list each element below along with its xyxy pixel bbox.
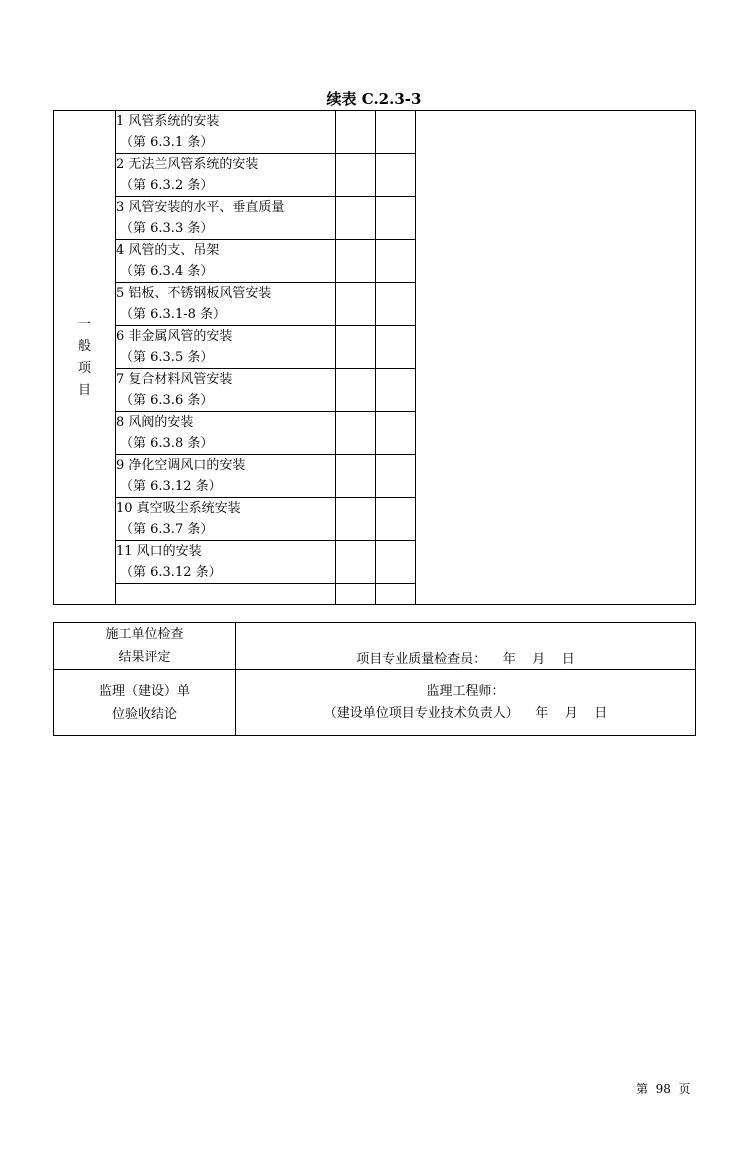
check-cell[interactable] (336, 498, 376, 541)
check-cell[interactable] (336, 369, 376, 412)
check-cell[interactable] (336, 412, 376, 455)
item-label: 2 无法兰风管系统的安装 (116, 157, 259, 172)
check-cell[interactable] (376, 498, 416, 541)
item-ref: （第 6.3.8 条） (120, 436, 214, 451)
check-cell[interactable] (376, 412, 416, 455)
check-cell[interactable] (376, 111, 416, 154)
check-cell[interactable] (336, 197, 376, 240)
item-cell (116, 455, 336, 498)
item-label: 1 风管系统的安装 (116, 114, 220, 129)
check-cell[interactable] (336, 541, 376, 584)
check-cell[interactable] (336, 455, 376, 498)
item-cell (116, 240, 336, 283)
item-cell (116, 412, 336, 455)
inspection-table (53, 110, 696, 605)
item-ref: （第 6.3.1 条） (120, 135, 214, 150)
signoff-table (53, 622, 696, 736)
supervision-label-line2: 位验收结论 (111, 706, 177, 722)
item-label: 8 风阀的安装 (116, 415, 194, 430)
page-title: 续表 C.2.3-3 (326, 90, 422, 108)
item-ref: （第 6.3.2 条） (120, 178, 214, 193)
item-cell (116, 111, 336, 154)
check-cell[interactable] (376, 541, 416, 584)
item-label: 6 非金属风管的安装 (116, 329, 233, 344)
construction-result-cell[interactable] (236, 623, 696, 670)
table-row (54, 111, 696, 154)
check-cell[interactable] (376, 240, 416, 283)
item-label: 11 风口的安装 (116, 544, 202, 559)
check-cell[interactable] (376, 154, 416, 197)
remarks-cell[interactable] (416, 111, 696, 605)
item-ref: （第 6.3.6 条） (120, 393, 214, 408)
item-cell (116, 197, 336, 240)
category-label: 一般项目 (77, 316, 91, 398)
item-cell (116, 541, 336, 584)
item-cell (116, 498, 336, 541)
item-label: 4 风管的支、吊架 (116, 243, 220, 258)
item-label: 7 复合材料风管安装 (116, 372, 233, 387)
check-cell[interactable] (376, 584, 416, 605)
check-cell[interactable] (336, 240, 376, 283)
check-cell[interactable] (336, 154, 376, 197)
category-cell (54, 111, 116, 605)
construction-label-line2: 结果评定 (118, 650, 171, 665)
item-label: 9 净化空调风口的安装 (116, 458, 246, 473)
supervision-label-cell (54, 670, 236, 736)
check-cell[interactable] (336, 584, 376, 605)
item-label: 3 风管安装的水平、垂直质量 (116, 200, 285, 215)
item-ref: （第 6.3.12 条） (120, 565, 222, 580)
check-cell[interactable] (376, 197, 416, 240)
item-cell (116, 369, 336, 412)
check-cell[interactable] (376, 369, 416, 412)
item-ref: （第 6.3.7 条） (120, 522, 214, 537)
item-ref: （第 6.3.5 条） (120, 350, 214, 365)
check-cell[interactable] (376, 455, 416, 498)
empty-item-cell[interactable] (116, 584, 336, 605)
check-cell[interactable] (376, 326, 416, 369)
check-cell[interactable] (336, 326, 376, 369)
item-cell (116, 154, 336, 197)
representative-signature-line: （建设单位项目专业技术负责人） 年 月 日 (323, 705, 608, 721)
check-cell[interactable] (376, 283, 416, 326)
inspector-signature-line: 项目专业质量检查员： 年 月 日 (356, 652, 575, 667)
item-cell (116, 326, 336, 369)
item-ref: （第 6.3.12 条） (120, 479, 222, 494)
item-label: 5 铝板、不锈钢板风管安装 (116, 286, 272, 301)
construction-label-cell (54, 623, 236, 670)
supervision-label-line1: 监理（建设）单 (98, 683, 190, 699)
check-cell[interactable] (336, 111, 376, 154)
item-cell (116, 283, 336, 326)
check-cell[interactable] (336, 283, 376, 326)
construction-row (54, 623, 696, 670)
engineer-signature-line: 监理工程师： (426, 683, 505, 699)
supervision-conclusion-cell[interactable] (236, 670, 696, 736)
item-ref: （第 6.3.1-8 条） (120, 307, 227, 322)
item-ref: （第 6.3.3 条） (120, 221, 214, 236)
item-label: 10 真空吸尘系统安装 (116, 501, 241, 516)
supervision-row (54, 670, 696, 736)
page-number: 第 98 页 (636, 1082, 691, 1096)
construction-label-line1: 施工单位检查 (105, 627, 184, 642)
item-ref: （第 6.3.4 条） (120, 264, 214, 279)
